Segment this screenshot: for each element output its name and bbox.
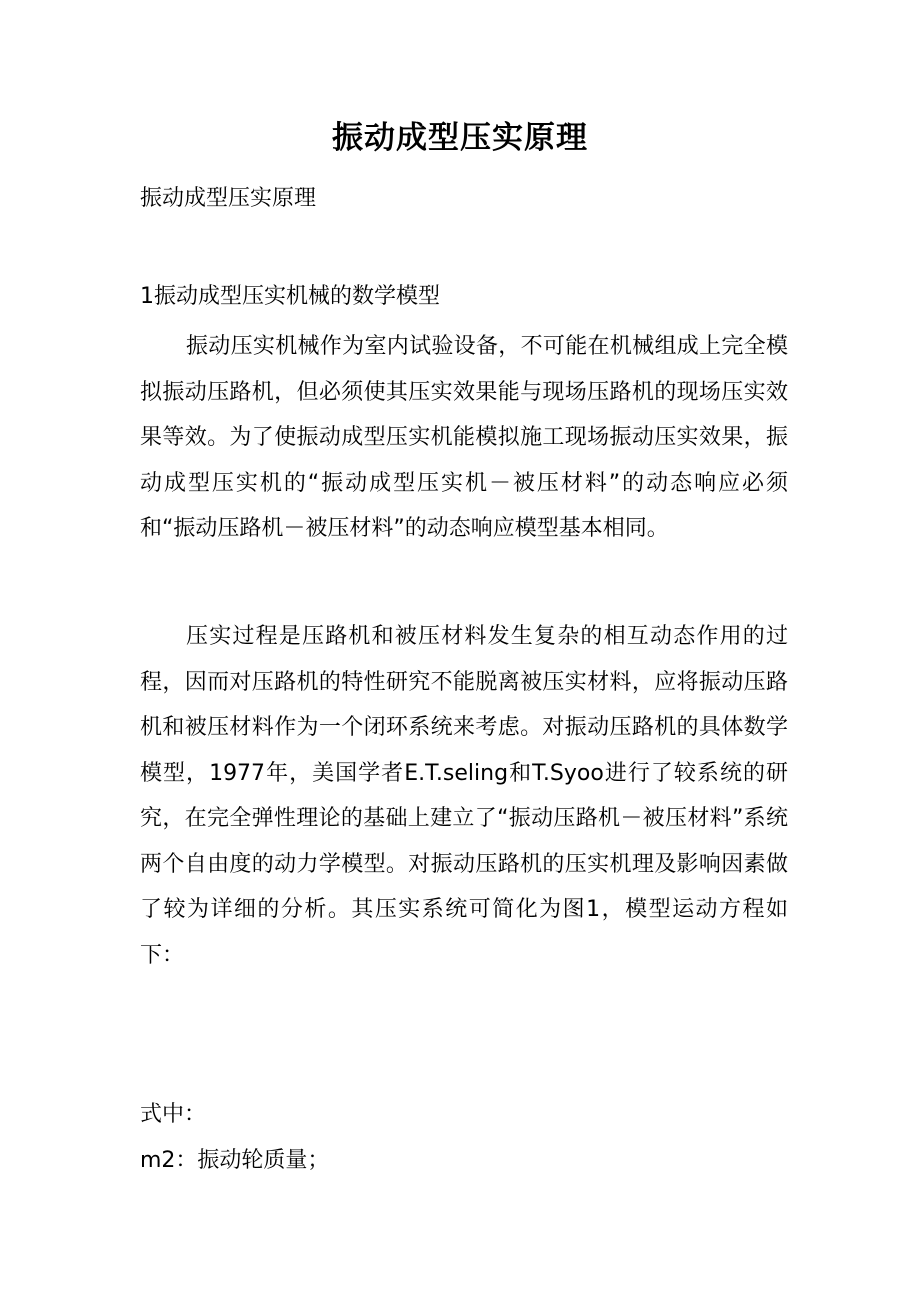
document-subtitle: 振动成型压实原理 <box>140 186 317 211</box>
body-paragraph-1: 振动压实机械作为室内试验设备，不可能在机械组成上完全模拟振动压路机，但必须使其压实效果能与现场压路机的现场压实效果等效。为了使振动成型压实机能模拟施工现场振动压实效果，振动成型压实机的“振动成型压实机－被压材料”的动态响应必须和“振动压路机－被压材料”的动态响应模型基本相同。 <box>140 334 788 541</box>
definition-m2: m2：振动轮质量； <box>140 1148 330 1173</box>
document-title: 振动成型压实原理 <box>332 120 588 156</box>
where-label: 式中： <box>140 1102 207 1127</box>
section-heading: 1振动成型压实机械的数学模型 <box>140 284 440 309</box>
body-paragraph-2: 压实过程是压路机和被压材料发生复杂的相互动态作用的过程，因而对压路机的特性研究不能脱离被压实材料，应将振动压路机和被压材料作为一个闭环系统来考虑。对振动压路机的具体数学模型，1977年，美国学者E.T.seling和T.Syoo进行了较系统的研究，在完全弹性理论的基础上建立了“振动压路机－被压材料”系统两个自由度的动力学模型。对振动压路机的压实机理及影响因素做了较为详细的分析。其压实系统可简化为图1，模型运动方程如下： <box>140 624 788 968</box>
